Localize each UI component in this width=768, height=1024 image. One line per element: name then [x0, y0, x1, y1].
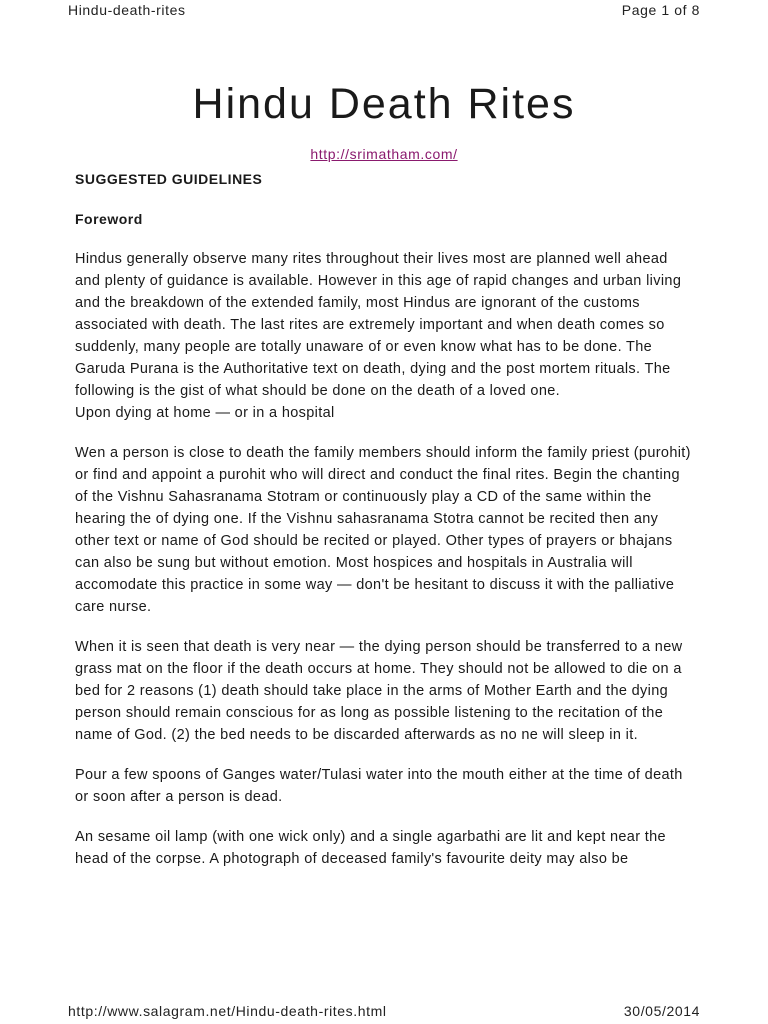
footer-url: http://www.salagram.net/Hindu-death-rites.html: [68, 1003, 387, 1019]
header-page-number: Page 1 of 8: [621, 2, 700, 18]
paragraph-foreword: Hindus generally observe many rites throughout their lives most are planned well ahead and plenty of guidance is available. However in this age of rapid changes and urban living and the breakdown of the extended family, most Hindus are ignorant of the customs associated with death. The last rites are extremely important and when death comes so suddenly, many people are totally unaware of or even know what has to be done. The Garuda Purana is the Authoritative text on death, dying and the post mortem rituals. The following is the gist of what should be done on the death of a loved one.: [75, 251, 682, 399]
page-footer: [68, 1003, 700, 1019]
page-header: [68, 2, 700, 18]
paragraph-death-near: When it is seen that death is very near — the dying person should be transferred to a new grass mat on the floor if the death occurs at home. They should not be allowed to die on a bed for 2 reasons (1) death should take place in the arms of Mother Earth and the dying person should remain conscious for as long as possible listening to the recitation of the name of God. (2) the bed needs to be discarded afterwards as no ne will sleep in it.: [75, 639, 683, 743]
paragraph-lamp: An sesame oil lamp (with one wick only) and a single agarbathi are lit and kept near the head of the corpse. A photograph of deceased family's favourite deity may also be: [75, 829, 666, 867]
section-heading: SUGGESTED GUIDELINES: [75, 171, 263, 187]
header-doc-name: Hindu-death-rites: [68, 2, 186, 18]
foreword-heading: Foreword: [75, 211, 143, 227]
document-title: Hindu Death Rites: [192, 80, 576, 128]
document-body: [75, 168, 695, 870]
footer-date: 30/05/2014: [623, 1003, 700, 1019]
source-link[interactable]: http://srimatham.com/: [310, 146, 458, 162]
source-link-container: [0, 146, 768, 164]
paragraph-priest: Wen a person is close to death the family members should inform the family priest (purohit) or find and appoint a purohit who will direct and conduct the final rites. Begin the chanting of the Vishnu Sahasranama Stotram or continuously play a CD of the same within the hearing the of dying one. If the Vishnu sahasranama Stotra cannot be recited then any other text or name of God should be recited or played. Other types of prayers or bhajans can also be sung but without emotion. Most hospices and hospitals in Australia will accomodate this practice in some way — don't be hesitant to discuss it with the palliative care nurse.: [75, 445, 691, 615]
paragraph-subtitle-dying: Upon dying at home — or in a hospital: [75, 405, 335, 421]
paragraph-ganges-water: Pour a few spoons of Ganges water/Tulasi water into the mouth either at the time of death or soon after a person is dead.: [75, 767, 683, 805]
